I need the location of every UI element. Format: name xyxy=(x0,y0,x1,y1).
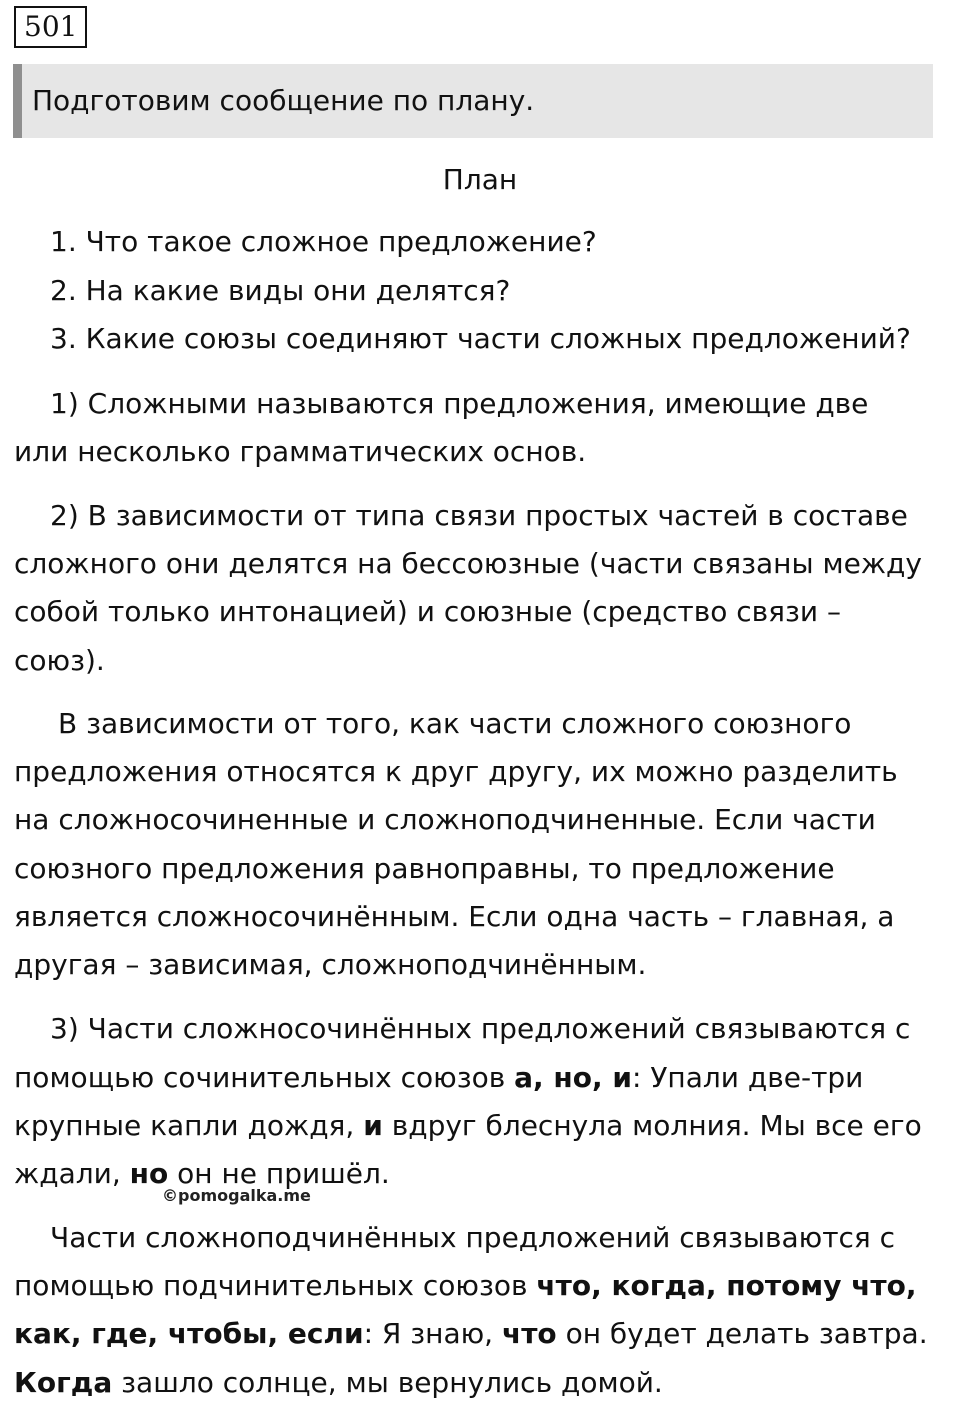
answer1-line: или несколько грамматических основ. xyxy=(14,435,587,468)
conjunction-bold: и xyxy=(363,1109,383,1142)
answer3b-text: помощью подчинительных союзов xyxy=(14,1269,537,1302)
answer2b-line: является сложносочинённым. Если одна часть – главная, а xyxy=(14,900,895,933)
answer2-line: 2) В зависимости от типа связи простых частей в составе xyxy=(50,499,908,532)
conjunction-bold: Когда xyxy=(14,1366,113,1399)
answer2b-line: предложения относятся к друг другу, их можно разделить xyxy=(14,755,898,788)
answer1-line: 1) Сложными называются предложения, имеющие две xyxy=(50,387,869,420)
answer3b-line xyxy=(14,1363,663,1403)
answer3-text: ждали, xyxy=(14,1157,130,1190)
conjunction-bold: что xyxy=(501,1317,557,1350)
conjunction-bold: а, но, и xyxy=(514,1061,633,1094)
answer3b-text: он будет делать завтра. xyxy=(556,1317,928,1350)
answer3-line xyxy=(14,1058,863,1098)
conjunction-bold: что, когда, потому что, xyxy=(536,1269,917,1302)
answer2b-line: союзного предложения равноправны, то предложение xyxy=(14,852,835,885)
answer3-line: 3) Части сложносочинённых предложений связываются с xyxy=(50,1012,911,1045)
answer3-text: он не пришёл. xyxy=(168,1157,390,1190)
answer3-text: помощью сочинительных союзов xyxy=(14,1061,515,1094)
answer2-line: собой только интонацией) и союзные (средство связи – xyxy=(14,595,841,628)
instruction-text: Подготовим сообщение по плану. xyxy=(32,84,535,117)
answer2b-line: на сложносочиненные и сложноподчиненные. Если части xyxy=(14,803,876,836)
plan-item-3: 3. Какие союзы соединяют части сложных предложений? xyxy=(50,322,911,355)
answer2b-line: другая – зависимая, сложноподчинённым. xyxy=(14,948,647,981)
answer3b-text: : Я знаю, xyxy=(363,1317,502,1350)
answer3b-line xyxy=(14,1266,917,1306)
plan-title: План xyxy=(442,163,518,196)
plan-item-1: 1. Что такое сложное предложение? xyxy=(50,225,597,258)
instruction-box xyxy=(13,64,933,138)
answer3b-text: зашло солнце, мы вернулись домой. xyxy=(112,1366,663,1399)
answer2-line: союз). xyxy=(14,644,105,677)
answer3-text: : Упали две-три xyxy=(632,1061,864,1094)
conjunction-bold: но xyxy=(129,1157,169,1190)
answer3b-line xyxy=(14,1314,928,1354)
answer2b-line: В зависимости от того, как части сложного союзного xyxy=(58,707,852,740)
answer2-line: сложного они делятся на бессоюзные (части связаны между xyxy=(14,547,922,580)
watermark: ©pomogalka.me xyxy=(162,1186,311,1205)
plan-item-2: 2. На какие виды они делятся? xyxy=(50,274,511,307)
answer3-line xyxy=(14,1106,922,1146)
task-number: 501 xyxy=(14,6,87,48)
answer3b-line: Части сложноподчинённых предложений связываются с xyxy=(50,1221,896,1254)
conjunction-bold: как, где, чтобы, если xyxy=(14,1317,364,1350)
answer3-text: крупные капли дождя, xyxy=(14,1109,364,1142)
answer3-text: вдруг блеснула молния. Мы все его xyxy=(382,1109,922,1142)
